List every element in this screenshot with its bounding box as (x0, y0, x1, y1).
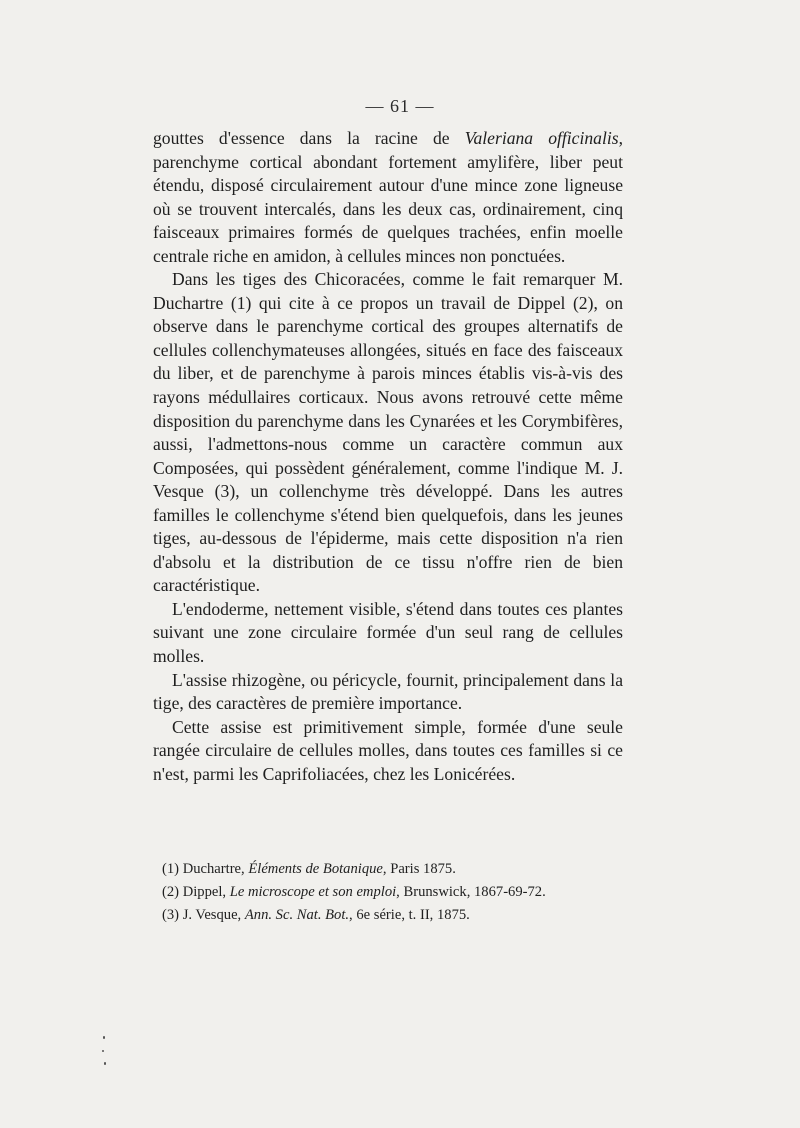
paragraph-1-after: , parenchyme cortical abondant fortement amylifère, liber peut étendu, disposé circulairement autour d'une mince zone ligneuse où se trouvent intercalés, dans les deux cas, ordinairement, cinq faisceaux primaires formés de quelques trachées, enfin moelle centrale riche en amidon, à cellules minces non ponctuées. (153, 128, 623, 266)
footnote-author: J. Vesque, (182, 907, 242, 923)
footnote-number: (3) (162, 907, 180, 923)
footnotes (162, 858, 632, 927)
footnote-title: Ann. Sc. Nat. Bot. (244, 907, 350, 923)
footnote-title: Le microscope et son emploi (229, 884, 397, 900)
footnote-author: Dippel, (182, 884, 227, 900)
paragraph-4: L'assise rhizogène, ou péricycle, fournit, principalement dans la tige, des caractères de première importance. (153, 669, 623, 714)
paper-speck (102, 1050, 104, 1052)
paragraph-1-before: gouttes d'essence dans la racine de (153, 128, 465, 148)
footnote-number: (1) (162, 861, 180, 877)
paper-speck (104, 1062, 106, 1065)
paragraph-1 (153, 127, 623, 268)
page-number: — 61 — (365, 96, 435, 116)
footnote-number: (2) (162, 884, 180, 900)
footnote-2 (162, 881, 632, 904)
paper-speck (103, 1036, 105, 1039)
footnote-1 (162, 858, 632, 881)
species-name: Valeriana officinalis (464, 128, 619, 148)
footnote-details: , 6e série, t. II, 1875. (349, 907, 470, 923)
footnote-details: , Brunswick, 1867-69-72. (396, 884, 546, 900)
paragraph-3: L'endoderme, nettement visible, s'étend dans toutes ces plantes suivant une zone circulaire formée d'un seul rang de cellules molles. (153, 598, 623, 667)
paragraph-2: Dans les tiges des Chicoracées, comme le fait remarquer M. Duchartre (1) qui cite à ce propos un travail de Dippel (2), on observe dans le parenchyme cortical des groupes alternatifs de cellules collenchymateuses allongées, situés en face des faisceaux du liber, et de parenchyme à parois minces établis vis-à-vis des rayons médullaires corticaux. Nous avons retrouvé cette même disposition du parenchyme dans les Cynarées et les Corymbifères, aussi, l'admettons-nous comme un caractère commun aux Composées, qui possèdent généralement, comme l'indique M. J. Vesque (3), un collenchyme très développé. Dans les autres familles le collenchyme s'étend bien quelquefois, dans les jeunes tiges, au-dessous de l'épiderme, mais cette disposition n'a rien d'absolu et la distribution de ce tissu n'offre rien de bien caractéristique. (153, 269, 623, 596)
body-text (153, 127, 623, 786)
footnote-details: , Paris 1875. (382, 861, 456, 877)
footnote-title: Éléments de Botanique (248, 861, 383, 877)
footnote-3 (162, 904, 632, 927)
paragraph-5: Cette assise est primitivement simple, formée d'une seule rangée circulaire de cellules molles, dans toutes ces familles si ce n'est, parmi les Caprifoliacées, chez les Lonicérées. (153, 716, 623, 784)
footnote-author: Duchartre, (182, 861, 245, 877)
